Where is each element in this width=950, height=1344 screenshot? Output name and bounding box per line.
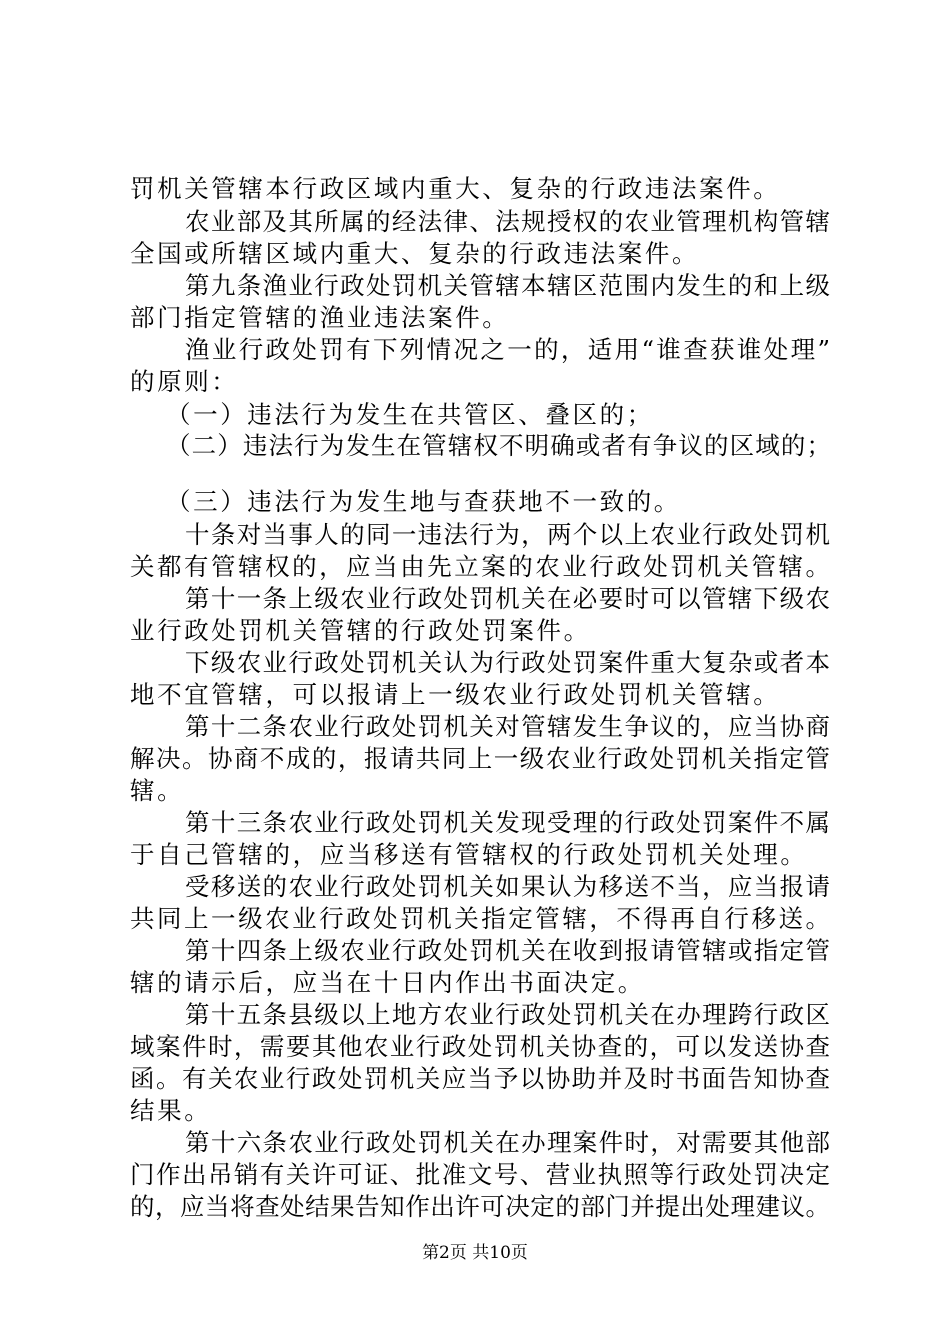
- text-line: 辖。: [130, 776, 185, 805]
- text-line: 业行政处罚机关管辖的行政处罚案件。: [130, 616, 591, 645]
- text-line: 受移送的农业行政处罚机关如果认为移送不当，应当报请: [185, 872, 830, 901]
- text-line: 的，应当将查处结果告知作出许可决定的部门并提出处理建议。: [130, 1192, 830, 1221]
- text-line: 第十六条农业行政处罚机关在办理案件时，对需要其他部: [185, 1128, 830, 1157]
- text-line: 关都有管辖权的，应当由先立案的农业行政处罚机关管辖。: [130, 552, 830, 581]
- text-line: 共同上一级农业行政处罚机关指定管辖，不得再自行移送。: [130, 904, 830, 933]
- text-line: 第十一条上级农业行政处罚机关在必要时可以管辖下级农: [185, 584, 830, 613]
- text-line: 十条对当事人的同一违法行为，两个以上农业行政处罚机: [185, 520, 830, 549]
- text-line: 部门指定管辖的渔业违法案件。: [130, 303, 510, 332]
- text-line: 全国或所辖区域内重大、复杂的行政违法案件。: [130, 239, 700, 268]
- list-item: （一）违法行为发生在共管区、叠区的；: [166, 400, 654, 429]
- text-line: 下级农业行政处罚机关认为行政处罚案件重大复杂或者本: [185, 648, 830, 677]
- text-line: 农业部及其所属的经法律、法规授权的农业管理机构管辖: [185, 207, 830, 236]
- text-line: 地不宜管辖，可以报请上一级农业行政处罚机关管辖。: [130, 680, 781, 709]
- text-line: 结果。: [130, 1096, 212, 1125]
- text-line: 于自己管辖的，应当移送有管辖权的行政处罚机关处理。: [130, 840, 808, 869]
- text-line: 函。有关农业行政处罚机关应当予以协助并及时书面告知协查: [130, 1064, 830, 1093]
- text-line: 辖的请示后，应当在十日内作出书面决定。: [130, 968, 645, 997]
- text-line: 门作出吊销有关许可证、批准文号、营业执照等行政处罚决定: [130, 1160, 830, 1189]
- text-line: 第十四条上级农业行政处罚机关在收到报请管辖或指定管: [185, 936, 830, 965]
- text-line: 第十二条农业行政处罚机关对管辖发生争议的，应当协商: [185, 712, 830, 741]
- page-number: 第2页 共10页: [422, 1243, 528, 1263]
- text-line: 的原则：: [130, 367, 239, 396]
- text-line: 第十三条农业行政处罚机关发现受理的行政处罚案件不属: [185, 808, 830, 837]
- text-line: 罚机关管辖本行政区域内重大、复杂的行政违法案件。: [130, 174, 781, 203]
- text-line: 域案件时，需要其他农业行政处罚机关协查的，可以发送协查: [130, 1032, 830, 1061]
- list-item: （二）违法行为发生在管辖权不明确或者有争议的区域的；: [166, 431, 831, 460]
- text-line: 第十五条县级以上地方农业行政处罚机关在办理跨行政区: [185, 1000, 830, 1029]
- list-item: （三）违法行为发生地与查获地不一致的。: [166, 487, 681, 516]
- text-line: 解决。协商不成的，报请共同上一级农业行政处罚机关指定管: [130, 744, 830, 773]
- text-line: 第九条渔业行政处罚机关管辖本辖区范围内发生的和上级: [185, 271, 830, 300]
- text-line: 渔业行政处罚有下列情况之一的，适用“谁查获谁处理”: [185, 335, 830, 364]
